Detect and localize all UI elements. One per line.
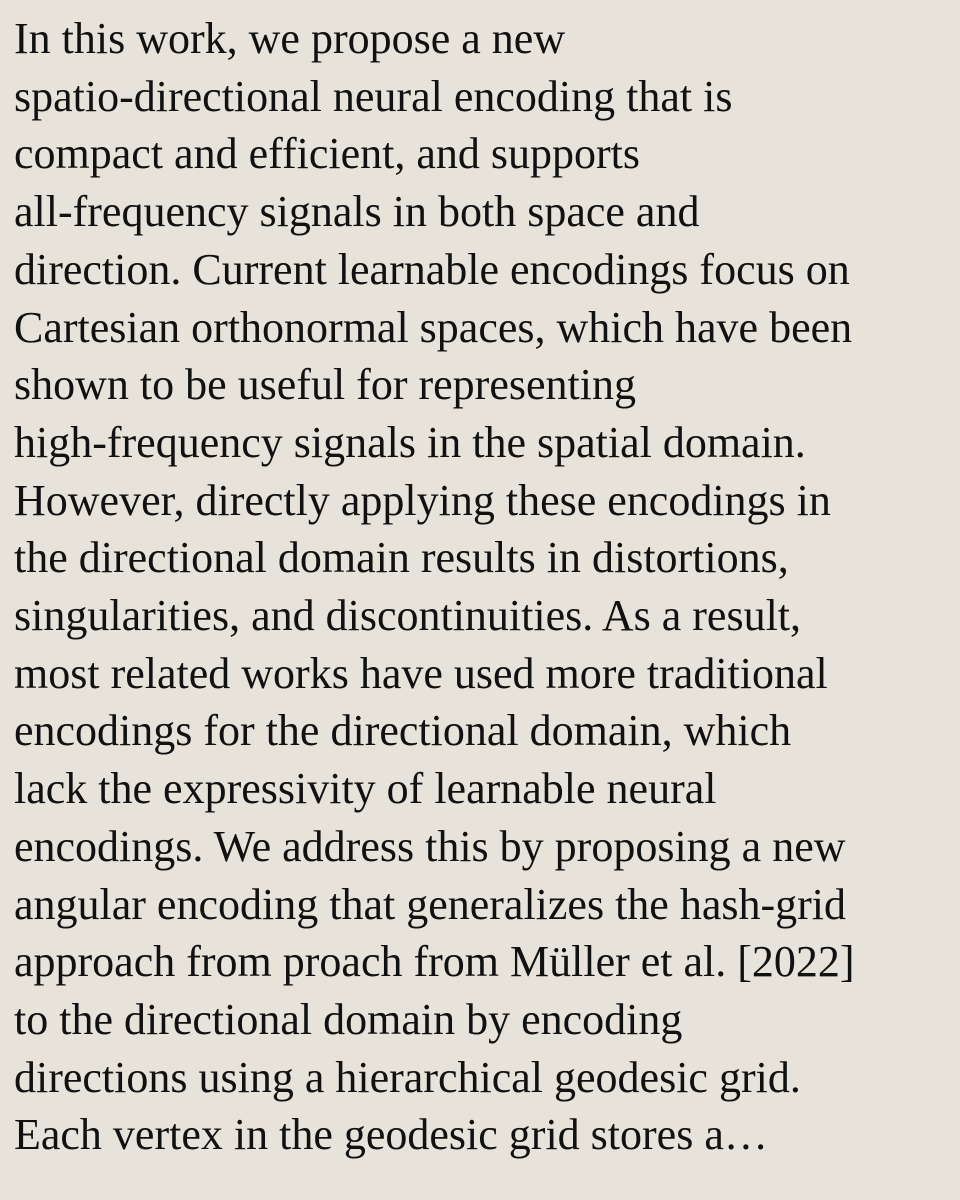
text-line: the directional domain results in distortions, <box>14 533 789 583</box>
text-line: most related works have used more traditional <box>14 648 828 698</box>
text-line: direction. Current learnable encodings focus on <box>14 244 850 294</box>
text-line: angular encoding that generalizes the hash-grid <box>14 879 847 929</box>
text-line: In this work, we propose a new <box>14 14 566 63</box>
text-line: Cartesian orthonormal spaces, which have been <box>14 302 853 352</box>
text-line: all-frequency signals in both space and <box>14 187 700 237</box>
text-line: high-frequency signals in the spatial domain. <box>14 417 806 467</box>
text-line: encodings. We address this by proposing a new <box>14 821 846 871</box>
text-line: Each vertex in the geodesic grid stores a… <box>14 1110 768 1160</box>
text-line: directions using a hierarchical geodesic grid. <box>14 1052 801 1102</box>
text-line: compact and efficient, and supports <box>14 129 640 179</box>
text-line: lack the expressivity of learnable neural <box>14 764 717 814</box>
text-line: However, directly applying these encodings in <box>14 475 831 525</box>
text-line: approach from proach from Müller et al. [2022] <box>14 937 855 987</box>
abstract-text <box>14 10 946 1164</box>
text-line: spatio-directional neural encoding that is <box>14 71 733 121</box>
text-line: singularities, and discontinuities. As a result, <box>14 591 802 641</box>
text-line: encodings for the directional domain, which <box>14 706 792 756</box>
text-line: shown to be useful for representing <box>14 360 636 410</box>
text-line: to the directional domain by encoding <box>14 994 683 1044</box>
